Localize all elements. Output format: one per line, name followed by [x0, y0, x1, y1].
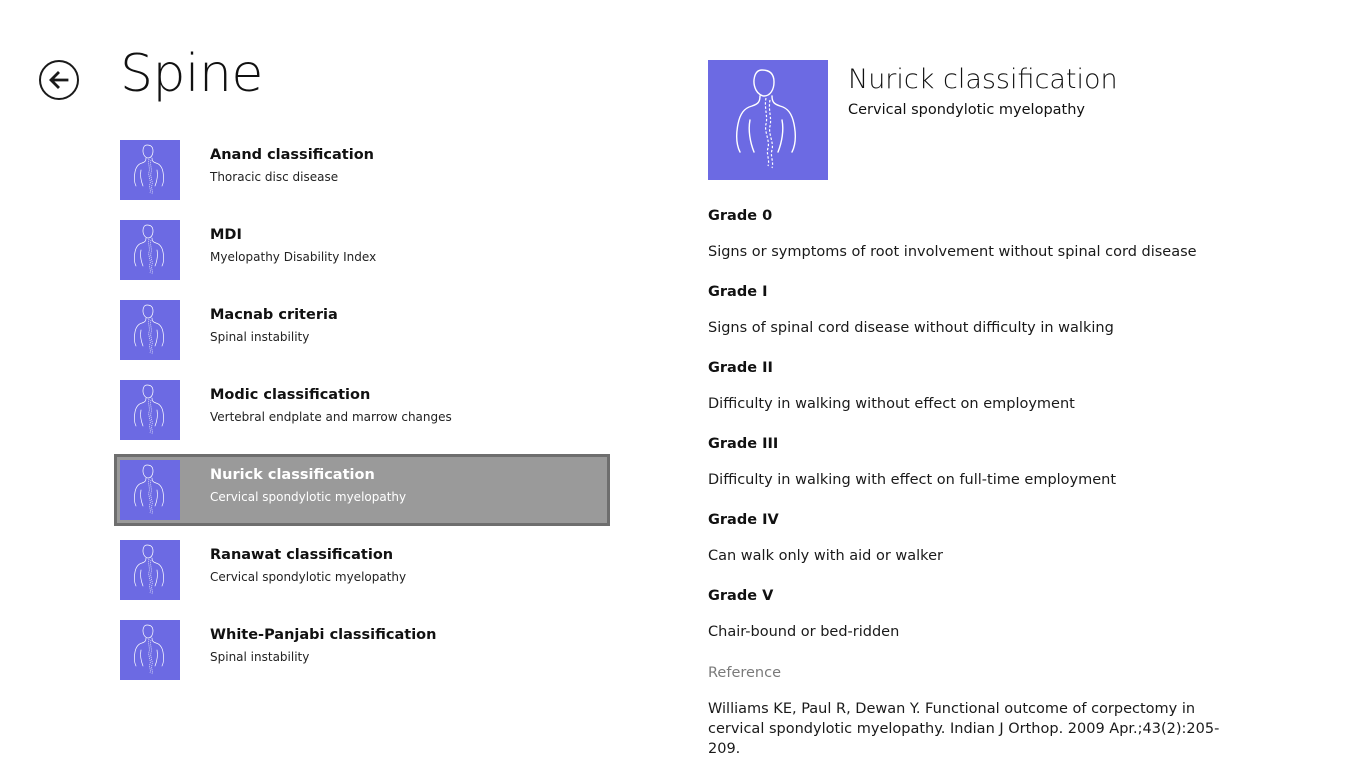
list-item-subtitle: Vertebral endplate and marrow changes: [210, 410, 452, 424]
list-item-title: Ranawat classification: [210, 547, 394, 563]
spine-figure-icon: [120, 220, 180, 280]
grade-name: Grade II: [708, 360, 773, 376]
list-item-white-panjabi[interactable]: [114, 614, 610, 686]
grade-item: [708, 512, 1268, 588]
list-item-nurick[interactable]: [114, 454, 610, 526]
list-item-subtitle: Myelopathy Disability Index: [210, 250, 377, 264]
grade-name: Grade I: [708, 284, 768, 300]
detail-spine-figure-icon: [708, 60, 828, 180]
grade-list: [708, 208, 1268, 664]
back-arrow-icon: [47, 68, 71, 92]
page-title: Spine: [120, 44, 263, 104]
grade-item: [708, 588, 1268, 664]
detail-subtitle: Cervical spondylotic myelopathy: [848, 102, 1085, 118]
back-button[interactable]: [39, 60, 79, 100]
list-item-subtitle: Cervical spondylotic myelopathy: [210, 570, 407, 584]
grade-description: Difficulty in walking with effect on full-time employment: [708, 472, 1117, 488]
list-item-ranawat[interactable]: [114, 534, 610, 606]
list-item-subtitle: Thoracic disc disease: [210, 170, 339, 184]
grade-name: Grade IV: [708, 512, 779, 528]
spine-figure-icon: [120, 460, 180, 520]
grade-name: Grade V: [708, 588, 774, 604]
spine-figure-icon: [120, 140, 180, 200]
list-item-subtitle: Cervical spondylotic myelopathy: [210, 490, 407, 504]
list-item-subtitle: Spinal instability: [210, 650, 310, 664]
reference-label: Reference: [708, 665, 782, 681]
spine-figure-icon: [120, 300, 180, 360]
spine-figure-icon: [120, 540, 180, 600]
list-item-title: Macnab criteria: [210, 307, 338, 323]
grade-description: Can walk only with aid or walker: [708, 548, 943, 564]
list-item-macnab[interactable]: [114, 294, 610, 366]
list-item-subtitle: Spinal instability: [210, 330, 310, 344]
grade-item: [708, 436, 1268, 512]
detail-title: Nurick classification: [848, 64, 1118, 95]
grade-description: Difficulty in walking without effect on employment: [708, 396, 1075, 412]
grade-name: Grade III: [708, 436, 779, 452]
list-item-mdi[interactable]: [114, 214, 610, 286]
grade-item: [708, 284, 1268, 360]
spine-figure-icon: [120, 380, 180, 440]
list-item-title: MDI: [210, 227, 242, 243]
list-item-title: Anand classification: [210, 147, 374, 163]
list-item-title: Modic classification: [210, 387, 371, 403]
list-item-title: White-Panjabi classification: [210, 627, 437, 643]
classification-list: [114, 134, 610, 694]
reference-text: Williams KE, Paul R, Dewan Y. Functional outcome of corpectomy in cervical spondylotic myelopathy. Indian J Orthop. 2009 Apr.;43(2):205-209.: [708, 701, 1220, 757]
spine-figure-icon: [120, 620, 180, 680]
list-item-anand[interactable]: [114, 134, 610, 206]
grade-description: Signs or symptoms of root involvement without spinal cord disease: [708, 244, 1197, 260]
grade-description: Chair-bound or bed-ridden: [708, 624, 900, 640]
list-item-title: Nurick classification: [210, 467, 375, 483]
grade-description: Signs of spinal cord disease without difficulty in walking: [708, 320, 1114, 336]
grade-item: [708, 360, 1268, 436]
grade-item: [708, 208, 1268, 284]
list-item-modic[interactable]: [114, 374, 610, 446]
grade-name: Grade 0: [708, 208, 773, 224]
